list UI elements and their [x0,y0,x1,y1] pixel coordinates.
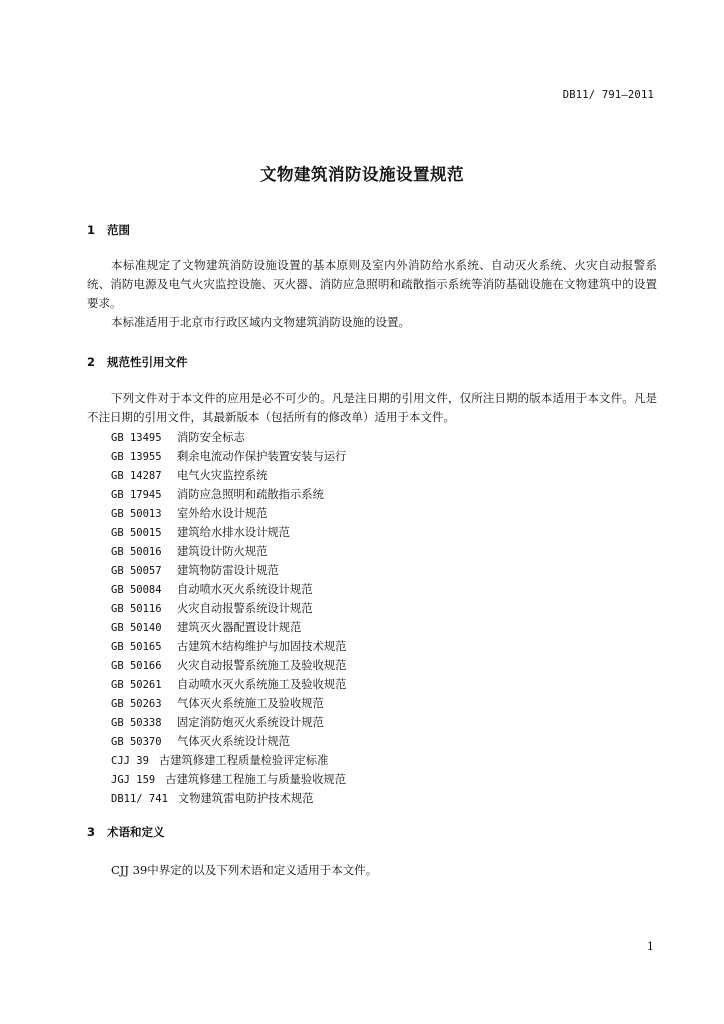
reference-code: GB 50166 [111,660,162,672]
reference-name: 室外给水设计规范 [177,507,268,520]
reference-name: 建筑给水排水设计规范 [177,526,290,539]
list-item [111,523,346,542]
reference-code: GB 50015 [111,527,162,539]
list-item [111,713,346,732]
page-number: 1 [647,940,654,953]
reference-code: GB 14287 [111,470,162,482]
reference-code: GB 50165 [111,641,162,653]
reference-name: 古建筑木结构维护与加固技术规范 [177,640,347,653]
section-number: 2 [87,355,96,369]
section-2-heading [87,354,188,370]
document-title: 文物建筑消防设施设置规范 [260,165,464,184]
reference-name: 气体灭火系统设计规范 [177,735,290,748]
list-item [111,428,346,447]
reference-name: 建筑灭火器配置设计规范 [177,621,302,634]
list-item [111,542,346,561]
section-title: 术语和定义 [107,825,165,839]
reference-name: 气体灭火系统施工及验收规范 [177,697,324,710]
list-item [111,675,346,694]
section-2-intro: 下列文件对于本文件的应用是必不可少的。凡是注日期的引用文件，仅所注日期的版本适用于本文件。凡是不注日期的引用文件，其最新版本（包括所有的修改单）适用于本文件。 [87,391,657,424]
reference-code: GB 50116 [111,603,162,615]
section-1-paragraph-2: 本标准适用于北京市行政区域内文物建筑消防设施的设置。 [111,315,410,329]
list-item [111,466,346,485]
reference-code: GB 13495 [111,432,162,444]
reference-code: GB 13955 [111,451,162,463]
list-item [111,732,346,751]
list-item [111,751,346,770]
list-item [111,770,346,789]
list-item [111,599,346,618]
reference-code: DB11/ 741 [111,793,168,805]
reference-name: 火灾自动报警系统设计规范 [177,602,313,615]
section-3-intro: CJJ 39中界定的以及下列术语和定义适用于本文件。 [111,863,378,877]
section-3-heading [87,824,165,840]
section-number: 3 [87,825,96,839]
list-item [111,580,346,599]
section-1-paragraph-1: 本标准规定了文物建筑消防设施设置的基本原则及室内外消防给水系统、自动灭火系统、火灾自动报警系统、消防电源及电气火灾监控设施、灭火器、消防应急照明和疏散指示系统等消防基础设施在文物建筑中的设置要求。 [87,258,657,310]
reference-code: GB 50370 [111,736,162,748]
list-item [111,694,346,713]
reference-name: 消防安全标志 [177,431,245,444]
list-item [111,504,346,523]
reference-code: GB 17945 [111,489,162,501]
reference-name: 建筑物防雷设计规范 [177,564,279,577]
reference-list [111,428,346,808]
reference-code: GB 50016 [111,546,162,558]
reference-name: 电气火灾监控系统 [177,469,268,482]
section-1-heading [87,222,130,238]
reference-code: GB 50013 [111,508,162,520]
reference-code: GB 50084 [111,584,162,596]
reference-name: 自动喷水灭火系统设计规范 [177,583,313,596]
reference-name: 火灾自动报警系统施工及验收规范 [177,659,347,672]
reference-code: CJJ 39 [111,755,149,767]
list-item [111,447,346,466]
reference-code: GB 50338 [111,717,162,729]
document-code: DB11/ 791—2011 [562,89,654,101]
reference-name: 自动喷水灭火系统施工及验收规范 [177,678,347,691]
list-item [111,656,346,675]
list-item [111,561,346,580]
reference-code: GB 50140 [111,622,162,634]
section-title: 范围 [107,223,130,237]
section-title: 规范性引用文件 [107,355,188,369]
reference-name: 古建筑修建工程施工与质量验收规范 [165,773,347,786]
list-item [111,485,346,504]
reference-code: GB 50057 [111,565,162,577]
reference-name: 建筑设计防火规范 [177,545,268,558]
reference-code: JGJ 159 [111,774,156,786]
reference-name: 古建筑修建工程质量检验评定标准 [158,754,329,767]
reference-code: GB 50261 [111,679,162,691]
reference-code: GB 50263 [111,698,162,710]
section-number: 1 [87,223,96,237]
list-item [111,789,346,808]
list-item [111,637,346,656]
reference-name: 剩余电流动作保护装置安装与运行 [177,450,347,463]
reference-name: 固定消防炮灭火系统设计规范 [177,716,324,729]
reference-name: 文物建筑雷电防护技术规范 [177,792,314,805]
reference-name: 消防应急照明和疏散指示系统 [177,488,324,501]
list-item [111,618,346,637]
